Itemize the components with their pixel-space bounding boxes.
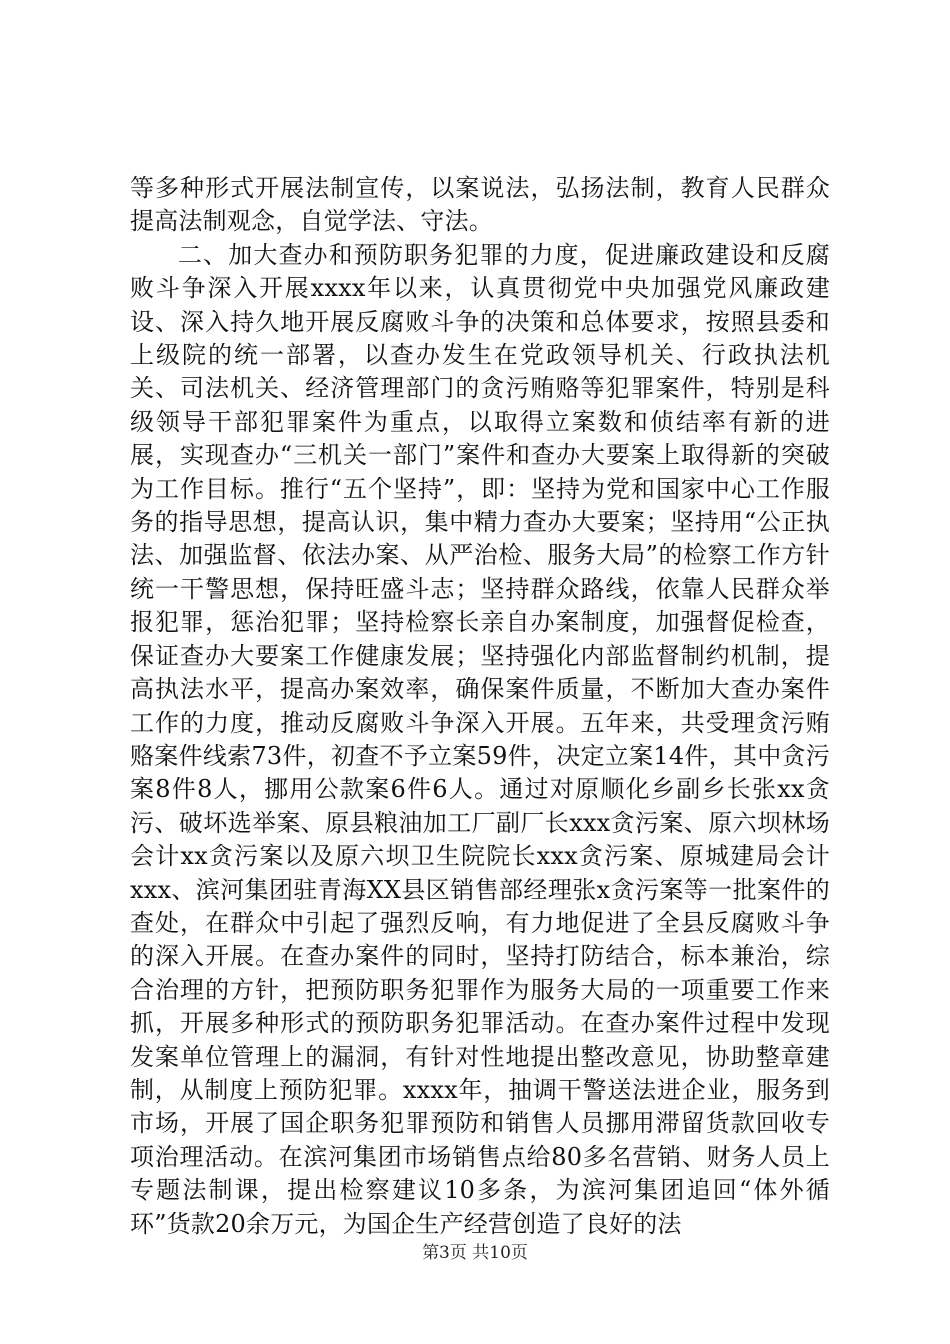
paragraph-section-two: 二、加大查办和预防职务犯罪的力度，促进廉政建设和反腐败斗争深入开展xxxx年以来，认真贯彻党中央加强党风廉政建设、深入持久地开展反腐败斗争的决策和总体要求，按照县委和上级院的统一部署，以查办发生在党政领导机关、行政执法机关、司法机关、经济管理部门的贪污贿赂等犯罪案件，特别是科级领导干部犯罪案件为重点，以取得立案数和侦结率有新的进展，实现查办“三机关一部门”案件和查办大要案上取得新的突破为工作目标。推行“五个坚持”，即：坚持为党和国家中心工作服务的指导思想，提高认识，集中精力查办大要案；坚持用“公正执法、加强监督、依法办案、从严治检、服务大局”的检察工作方针统一干警思想，保持旺盛斗志；坚持群众路线，依靠人民群众举报犯罪，惩治犯罪；坚持检察长亲自办案制度，加强督促检查，保证查办大要案工作健康发展；坚持强化内部监督制约机制，提高执法水平，提高办案效率，确保案件质量，不断加大查办案件工作的力度，推动反腐败斗争深入开展。五年来，共受理贪污贿赂案件线索73件，初查不予立案59件，决定立案14件，其中贪污案8件8人，挪用公款案6件6人。通过对原顺化乡副乡长张xx贪污、破坏选举案、原县粮油加工厂副厂长xxx贪污案、原六坝林场会计xx贪污案以及原六坝卫生院院长xxx贪污案、原城建局会计xxx、滨河集团驻青海XX县区销售部经理张x贪污案等一批案件的查处，在群众中引起了强烈反响，有力地促进了全县反腐败斗争的深入开展。在查办案件的同时，坚持打防结合，标本兼治，综合治理的方针，把预防职务犯罪作为服务大局的一项重要工作来抓，开展多种形式的预防职务犯罪活动。在查办案件过程中发现发案单位管理上的漏洞，有针对性地提出整改意见，协助整章建制，从制度上预防犯罪。xxxx年，抽调干警送法进企业，服务到市场，开展了国企职务犯罪预防和销售人员挪用滞留货款回收专项治理活动。在滨河集团市场销售点给80多名营销、财务人员上专题法制课，提出检察建议10多条，为滨河集团追回“体外循环”货款20余万元，为国企生产经营创造了良好的法 — [130, 240, 830, 1238]
document-body — [130, 172, 830, 1241]
page-number-footer: 第3页 共10页 — [422, 1243, 528, 1263]
paragraph-continuation: 等多种形式开展法制宣传，以案说法，弘扬法制，教育人民群众提高法制观念，自觉学法、守法。 — [130, 174, 830, 236]
